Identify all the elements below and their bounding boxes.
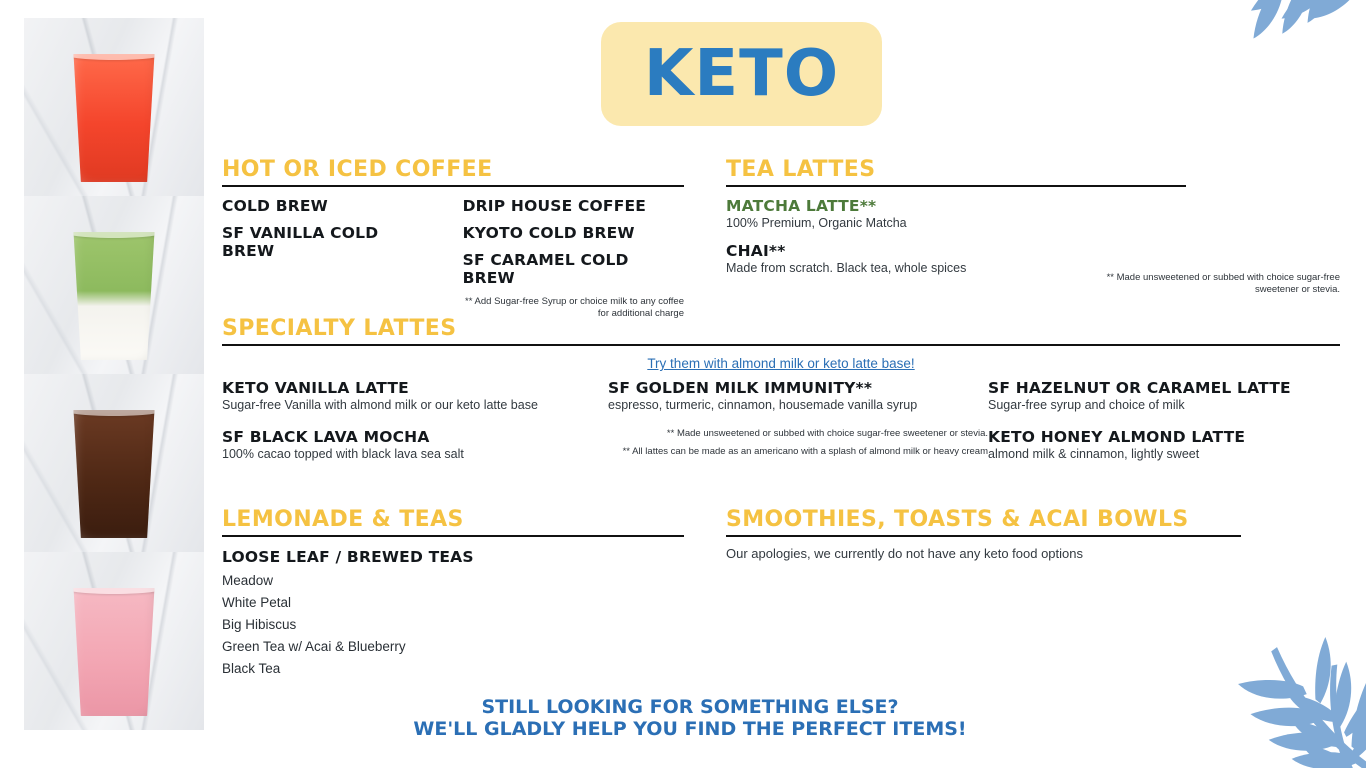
- list-item: Black Tea: [222, 661, 281, 676]
- section-lemonade-and-teas: [222, 507, 684, 676]
- photo-strip: [24, 18, 204, 750]
- page-title-badge: [601, 22, 882, 126]
- section-heading: HOT OR ICED COFFEE: [222, 157, 684, 187]
- section-heading: TEA LATTES: [726, 157, 1186, 187]
- pink-smoothie-photo: [24, 552, 204, 730]
- footer-message: [340, 697, 1040, 741]
- menu-item-description: Made from scratch. Black tea, whole spices: [726, 261, 967, 275]
- section-specialty-lattes: [222, 316, 1340, 477]
- specialty-column-1: [222, 379, 608, 477]
- list-item: Meadow: [222, 573, 274, 588]
- strawberry-drink-photo: [24, 18, 204, 196]
- section-heading: LEMONADE & TEAS: [222, 507, 684, 537]
- menu-item: KYOTO COLD BREW: [462, 224, 635, 242]
- specialty-column-3: [988, 379, 1340, 477]
- list-item: Green Tea w/ Acai & Blueberry: [222, 639, 406, 654]
- menu-subheading: LOOSE LEAF / BREWED TEAS: [222, 548, 474, 566]
- menu-item: SF GOLDEN MILK IMMUNITY**: [608, 379, 873, 397]
- footer-line-2: WE'LL GLADLY HELP YOU FIND THE PERFECT ITEMS!: [413, 717, 967, 740]
- menu-item-description: 100% cacao topped with black lava sea salt: [222, 447, 464, 461]
- menu-item: SF HAZELNUT OR CARAMEL LATTE: [988, 379, 1291, 397]
- menu-item: KETO VANILLA LATTE: [222, 379, 409, 397]
- list-item: White Petal: [222, 595, 292, 610]
- section-heading: SPECIALTY LATTES: [222, 316, 1340, 346]
- specialty-footnote-2: ** All lattes can be made as an americano with a splash of almond milk or heavy cream: [622, 445, 988, 457]
- footer-line-1: STILL LOOKING FOR SOMETHING ELSE?: [481, 696, 899, 718]
- menu-item: CHAI**: [726, 242, 786, 260]
- coffee-column-1: [222, 197, 435, 320]
- section-hot-or-iced-coffee: [222, 157, 684, 320]
- menu-item: SF BLACK LAVA MOCHA: [222, 428, 430, 446]
- menu-item: MATCHA LATTE**: [726, 197, 877, 215]
- specialty-column-2: [608, 379, 988, 477]
- palm-leaf-bottom-right-icon: [1066, 581, 1366, 768]
- specialty-footnote-1: ** Made unsweetened or subbed with choice sugar-free sweetener or stevia.: [666, 428, 988, 439]
- smoothies-note: Our apologies, we currently do not have any keto food options: [726, 546, 1083, 561]
- tea-lattes-footnote: ** Made unsweetened or subbed with choice sugar-free sweetener or stevia.: [1106, 272, 1340, 295]
- coffee-column-2: [463, 197, 684, 320]
- section-tea-lattes: [726, 157, 1186, 275]
- menu-item-description: Sugar-free Vanilla with almond milk or our keto latte base: [222, 398, 538, 412]
- menu-item-description: Sugar-free syrup and choice of milk: [988, 398, 1185, 412]
- menu-item-description: 100% Premium, Organic Matcha: [726, 216, 907, 230]
- matcha-latte-photo: [24, 196, 204, 374]
- menu-item: SF CARAMEL COLD BREW: [462, 251, 629, 287]
- list-item: Big Hibiscus: [222, 617, 297, 632]
- menu-item: SF VANILLA COLD BREW: [222, 224, 379, 260]
- coffee-footnote: ** Add Sugar-free Syrup or choice milk to any coffee for additional charge: [465, 296, 684, 319]
- menu-item: DRIP HOUSE COFFEE: [462, 197, 647, 215]
- palm-leaf-top-right-icon: [1076, 0, 1366, 175]
- tea-list: [222, 573, 684, 676]
- specialty-try-line[interactable]: Try them with almond milk or keto latte base!: [647, 356, 915, 371]
- menu-item: COLD BREW: [222, 197, 328, 215]
- menu-item-description: espresso, turmeric, cinnamon, housemade vanilla syrup: [608, 398, 918, 412]
- section-smoothies-toasts-acai-bowls: [726, 507, 1241, 561]
- cold-brew-photo: [24, 374, 204, 552]
- section-heading: SMOOTHIES, TOASTS & ACAI BOWLS: [726, 507, 1241, 537]
- menu-item-description: almond milk & cinnamon, lightly sweet: [988, 447, 1200, 461]
- page-title: KETO: [643, 37, 840, 111]
- menu-item: KETO HONEY ALMOND LATTE: [988, 428, 1246, 446]
